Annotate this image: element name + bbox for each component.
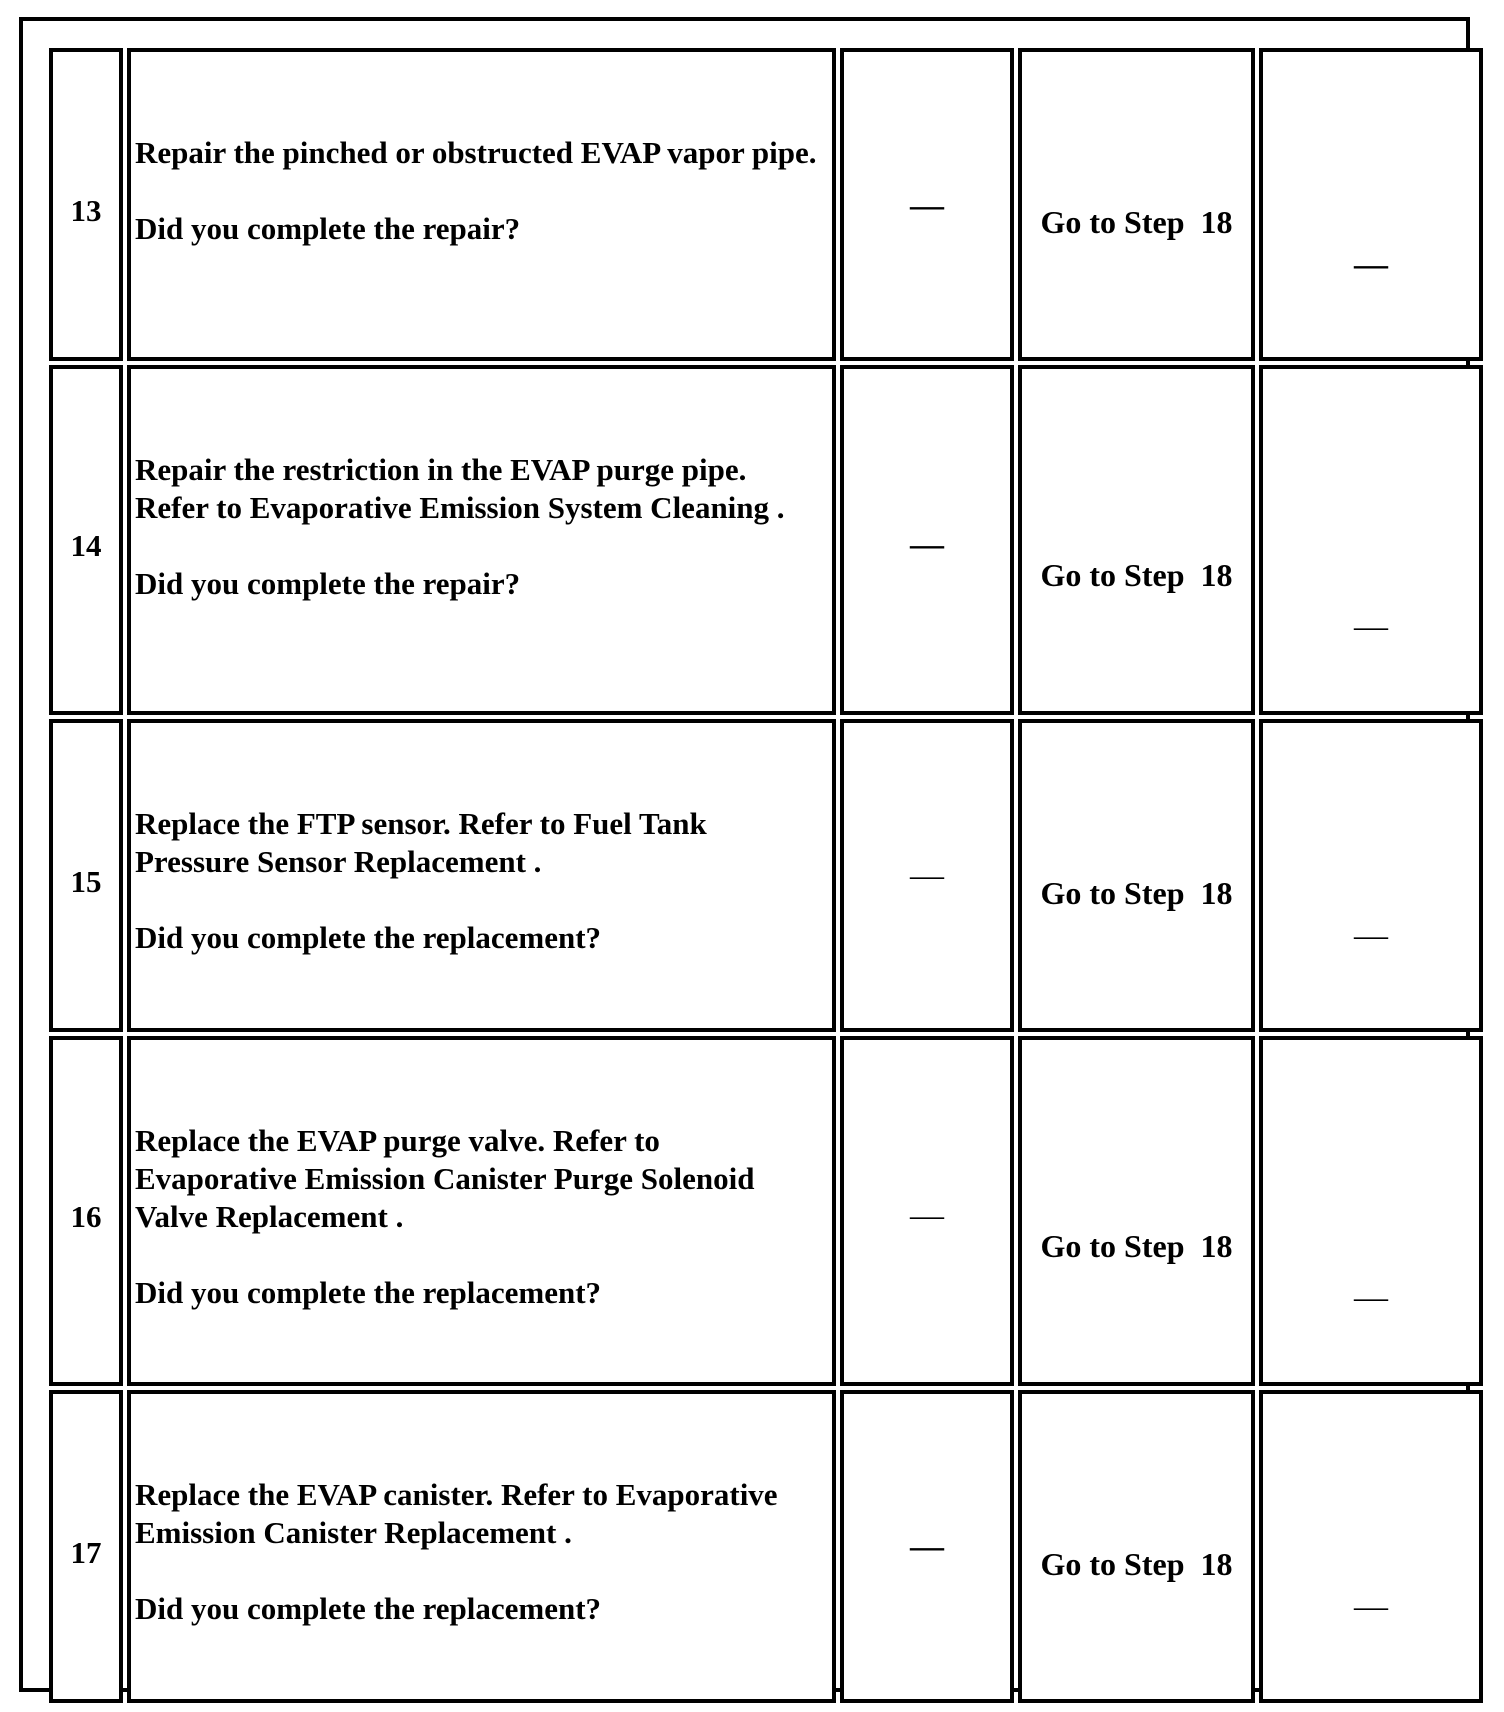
step-cell <box>49 1390 123 1703</box>
action-instruction: Replace the EVAP canister. Refer to Evaporative Emission Canister Replacement . <box>135 1477 778 1550</box>
yes-cell <box>1018 365 1255 715</box>
value-text: — <box>910 857 944 894</box>
value-cell <box>840 365 1014 715</box>
action-cell <box>127 48 836 361</box>
no-text: — <box>1354 608 1388 645</box>
step-number: 14 <box>70 528 102 563</box>
action-text <box>135 1122 826 1312</box>
yes-cell <box>1018 48 1255 361</box>
action-question: Did you complete the replacement? <box>135 920 602 955</box>
value-cell <box>840 1036 1014 1386</box>
step-cell <box>49 48 123 361</box>
action-question: Did you complete the replacement? <box>135 1275 602 1310</box>
yes-action-link[interactable]: Go to Step 18 <box>1040 204 1233 240</box>
step-cell <box>49 1036 123 1386</box>
no-cell <box>1259 1390 1483 1703</box>
action-text <box>135 805 826 957</box>
value-text: — <box>910 187 944 224</box>
action-question: Did you complete the replacement? <box>135 1591 602 1626</box>
no-cell <box>1259 48 1483 361</box>
step-cell <box>49 365 123 715</box>
no-text: — <box>1354 1279 1388 1316</box>
action-cell <box>127 365 836 715</box>
no-cell <box>1259 1036 1483 1386</box>
yes-action-link[interactable]: Go to Step 18 <box>1040 875 1233 911</box>
action-text <box>135 451 826 603</box>
action-instruction: Repair the restriction in the EVAP purge pipe. Refer to Evaporative Emission System Cleaning . <box>135 452 785 525</box>
value-cell <box>840 719 1014 1032</box>
no-text: — <box>1354 917 1388 954</box>
value-text: — <box>910 526 944 563</box>
action-instruction: Replace the EVAP purge valve. Refer to Evaporative Emission Canister Purge Solenoid Valve Replacement . <box>135 1123 755 1234</box>
action-text <box>135 1476 826 1628</box>
value-text: — <box>910 1528 944 1565</box>
action-cell <box>127 1036 836 1386</box>
yes-cell <box>1018 1390 1255 1703</box>
step-number: 15 <box>70 864 102 899</box>
step-number: 17 <box>70 1535 102 1570</box>
yes-cell <box>1018 719 1255 1032</box>
action-cell <box>127 1390 836 1703</box>
value-text: — <box>910 1197 944 1234</box>
action-cell <box>127 719 836 1032</box>
value-cell <box>840 1390 1014 1703</box>
action-instruction: Repair the pinched or obstructed EVAP vapor pipe. <box>135 135 817 170</box>
action-question: Did you complete the repair? <box>135 566 521 601</box>
no-cell <box>1259 365 1483 715</box>
yes-cell <box>1018 1036 1255 1386</box>
yes-action-link[interactable]: Go to Step 18 <box>1040 1546 1233 1582</box>
yes-action-link[interactable]: Go to Step 18 <box>1040 1228 1233 1264</box>
no-text: — <box>1354 246 1388 283</box>
step-number: 13 <box>70 193 102 228</box>
action-instruction: Replace the FTP sensor. Refer to Fuel Tank Pressure Sensor Replacement . <box>135 806 707 879</box>
no-text: — <box>1354 1588 1388 1625</box>
action-text <box>135 134 826 248</box>
no-cell <box>1259 719 1483 1032</box>
value-cell <box>840 48 1014 361</box>
action-question: Did you complete the repair? <box>135 211 521 246</box>
step-cell <box>49 719 123 1032</box>
step-number: 16 <box>70 1199 102 1234</box>
diagnostic-table <box>19 17 1470 1692</box>
yes-action-link[interactable]: Go to Step 18 <box>1040 557 1233 593</box>
